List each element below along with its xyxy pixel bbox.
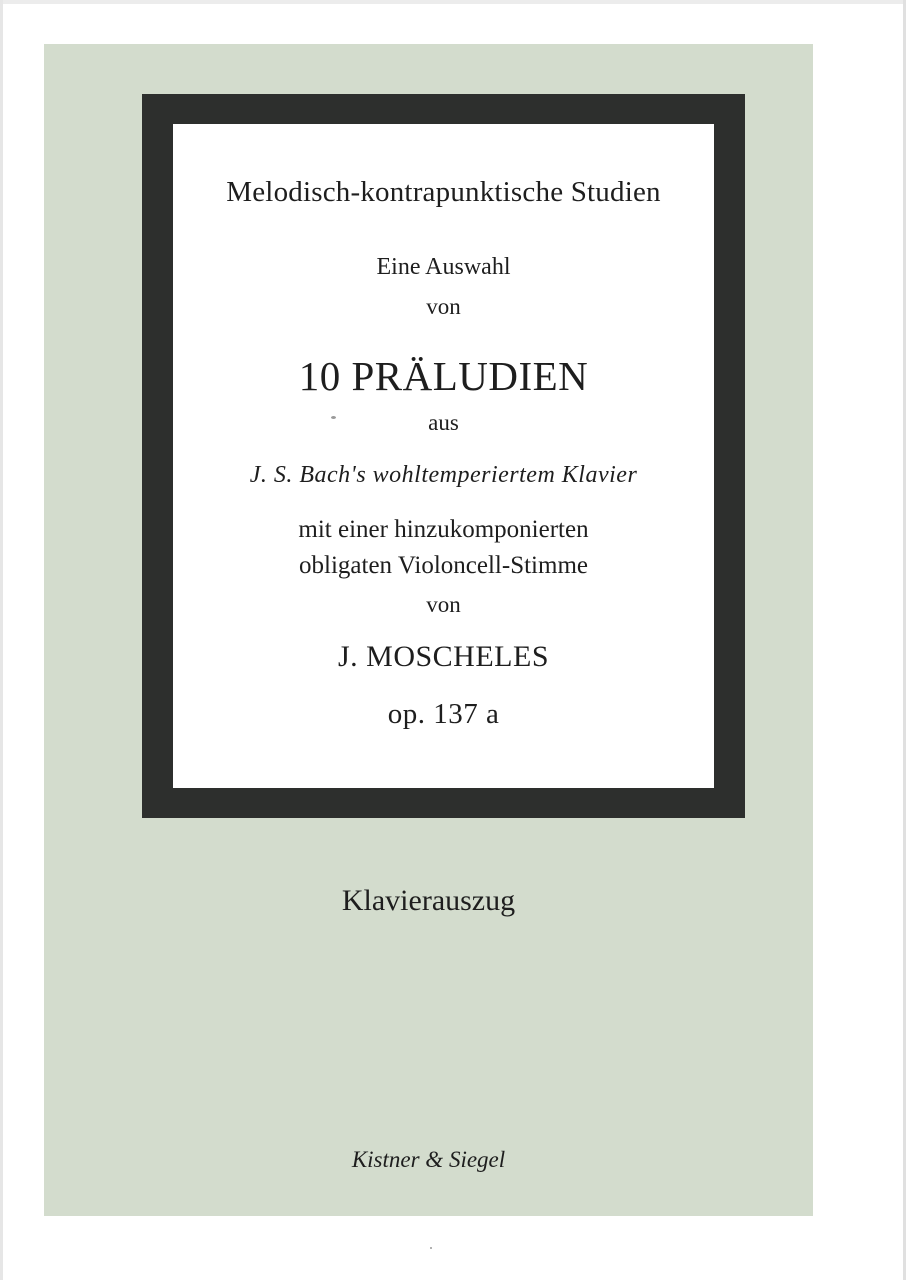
edition-type: Klavierauszug bbox=[341, 884, 516, 917]
description-line-1: mit einer hinzukomponierten bbox=[298, 516, 589, 543]
opus-number: op. 137 a bbox=[387, 698, 500, 730]
von-line-1: von bbox=[426, 294, 461, 319]
selection-line: Eine Auswahl bbox=[376, 254, 511, 280]
composer-name: J. MOSCHELES bbox=[337, 640, 550, 673]
scan-edge-left bbox=[0, 0, 3, 1280]
description-line-2: obligaten Violoncell-Stimme bbox=[299, 552, 588, 579]
scan-dot bbox=[430, 1247, 432, 1249]
source-work: J. S. Bach's wohltemperiertem Klavier bbox=[249, 462, 638, 488]
title-panel bbox=[173, 124, 714, 788]
aus-line: aus bbox=[428, 410, 459, 435]
scan-edge-top bbox=[0, 0, 906, 4]
von-line-2: von bbox=[426, 592, 461, 617]
score-cover bbox=[44, 44, 813, 1216]
title-frame bbox=[142, 94, 745, 818]
subtitle: Melodisch-kontrapunktische Studien bbox=[226, 176, 661, 208]
work-title: 10 PRÄLUDIEN bbox=[298, 353, 589, 399]
publisher-name: Kistner & Siegel bbox=[351, 1147, 506, 1172]
